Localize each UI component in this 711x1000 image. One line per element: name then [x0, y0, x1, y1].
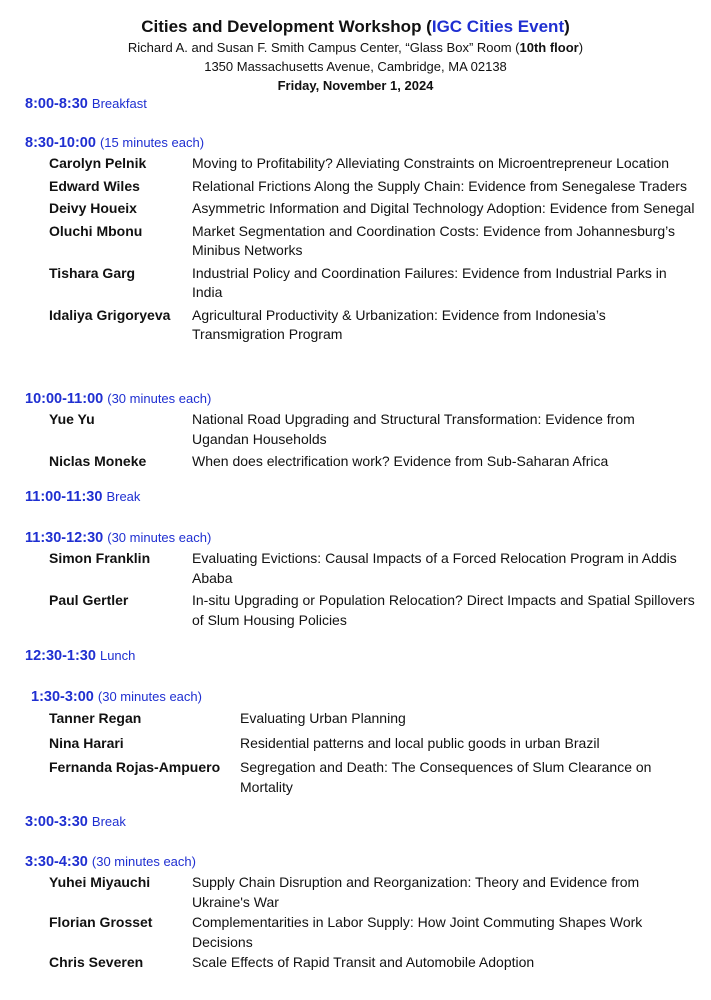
speaker-name: Yuhei Miyauchi: [49, 874, 151, 890]
speaker-name: Nina Harari: [49, 734, 124, 751]
session-note: Break: [106, 489, 141, 504]
session-header: [25, 93, 695, 115]
session-header: [25, 388, 695, 410]
session-time: 8:30-10:00: [25, 135, 96, 151]
title-main: Cities and Development Workshop (: [141, 17, 432, 36]
session-note: (15 minutes each): [99, 135, 205, 150]
paper-title: Market Segmentation and Coordination Costs: Evidence from Johannesburg’s Minibus Networks: [192, 222, 676, 258]
talk-row: [25, 873, 695, 912]
venue-line: [0, 38, 711, 57]
speaker-name: Chris Severen: [49, 954, 144, 970]
session-header: [25, 686, 695, 708]
talk-row: [25, 953, 695, 973]
talk-row: [25, 734, 695, 754]
talk-row: [25, 410, 695, 449]
speaker-name: Deivy Houeix: [49, 200, 137, 216]
session-time: 3:00-3:30: [25, 814, 88, 830]
session-header: [25, 851, 695, 873]
speaker-name: Idaliya Grigoryeva: [49, 306, 171, 323]
igc-cities-event-label: IGC Cities Event: [431, 17, 565, 36]
session-830-1000: [25, 132, 695, 345]
speaker-name: Niclas Moneke: [49, 453, 147, 469]
talk-row: [25, 306, 695, 345]
paper-title: Segregation and Death: The Consequences of Slum Clearance on Mortality: [240, 759, 652, 795]
title-close: ): [564, 17, 570, 36]
paper-title: Supply Chain Disruption and Reorganization: Theory and Evidence from Ukraine's War: [192, 874, 640, 910]
session-time: 11:30-12:30: [25, 530, 104, 546]
speaker-name: Simon Franklin: [49, 550, 151, 566]
talk-row: [25, 154, 695, 174]
paper-title: Asymmetric Information and Digital Technology Adoption: Evidence from Senegal: [192, 200, 695, 216]
session-break-1100: [25, 486, 695, 508]
paper-title: In-situ Upgrading or Population Relocation? Direct Impacts and Spatial Spillovers of Slum Housing Policies: [192, 592, 695, 628]
paper-title: Industrial Policy and Coordination Failures: Evidence from Industrial Parks in India: [192, 264, 667, 300]
venue-floor: 10th floor: [519, 40, 579, 55]
speaker-name: Fernanda Rojas-Ampuero: [49, 759, 221, 775]
event-date: Friday, November 1, 2024: [277, 78, 434, 93]
speaker-name: Tishara Garg: [49, 264, 136, 281]
session-header: [25, 486, 695, 508]
paper-title: When does electrification work? Evidence from Sub-Saharan Africa: [192, 453, 609, 469]
speaker-name: Carolyn Pelnik: [49, 155, 147, 171]
session-1130-1230: [25, 527, 695, 630]
document-header: [0, 16, 711, 95]
session-time: 10:00-11:00: [25, 391, 104, 407]
paper-title: Complementarities in Labor Supply: How Joint Commuting Shapes Work Decisions: [192, 914, 643, 950]
paper-title: Residential patterns and local public goods in urban Brazil: [240, 734, 600, 751]
address-line: 1350 Massachusetts Avenue, Cambridge, MA 02138: [204, 59, 507, 74]
session-time: 8:00-8:30: [25, 96, 88, 112]
paper-title: National Road Upgrading and Structural Transformation: Evidence from Ugandan Households: [192, 411, 635, 447]
session-header: [25, 645, 695, 667]
talk-row: [25, 549, 695, 588]
talk-row: [25, 709, 695, 729]
paper-title: Moving to Profitability? Alleviating Constraints on Microentrepreneur Location: [192, 155, 670, 171]
talk-row: [25, 758, 695, 797]
session-time: 3:30-4:30: [25, 854, 88, 870]
session-header: [25, 527, 695, 549]
speaker-name: Florian Grosset: [49, 914, 153, 930]
session-breakfast: [25, 93, 695, 115]
talk-row: [25, 913, 695, 952]
talk-row: [25, 452, 695, 472]
session-header: [25, 132, 695, 154]
session-time: 12:30-1:30: [25, 648, 96, 664]
speaker-name: Edward Wiles: [49, 177, 140, 194]
session-note: Break: [91, 814, 126, 829]
session-130-300: [25, 686, 695, 797]
paper-title: Relational Frictions Along the Supply Chain: Evidence from Senegalese Traders: [192, 177, 687, 194]
session-note: (30 minutes each): [91, 854, 196, 869]
paper-title: Evaluating Urban Planning: [240, 710, 406, 726]
talk-row: [25, 177, 695, 197]
session-note: Breakfast: [91, 96, 147, 111]
speaker-name: Oluchi Mbonu: [49, 222, 143, 239]
session-note: Lunch: [99, 648, 136, 663]
workshop-title: [0, 16, 711, 38]
session-1000-1100: [25, 388, 695, 472]
venue-close: ): [578, 40, 584, 55]
session-330-430: [25, 851, 695, 973]
talk-row: [25, 264, 695, 303]
session-note: (30 minutes each): [107, 391, 212, 406]
talk-row: [25, 222, 695, 261]
session-time: 1:30-3:00: [31, 689, 94, 705]
talk-row: [25, 591, 695, 630]
session-break-300: [25, 811, 695, 833]
session-note: (30 minutes each): [97, 689, 202, 704]
venue-main: Richard A. and Susan F. Smith Campus Center, “Glass Box” Room (: [127, 40, 520, 55]
speaker-name: Tanner Regan: [49, 710, 142, 726]
paper-title: Evaluating Evictions: Causal Impacts of a Forced Relocation Program in Addis Ababa: [192, 550, 677, 586]
session-header: [25, 811, 695, 833]
speaker-name: Paul Gertler: [49, 592, 129, 608]
paper-title: Scale Effects of Rapid Transit and Automobile Adoption: [192, 954, 535, 970]
speaker-name: Yue Yu: [49, 411, 95, 427]
session-time: 11:00-11:30: [25, 489, 103, 505]
session-lunch: [25, 645, 695, 667]
paper-title: Agricultural Productivity & Urbanization: Evidence from Indonesia’s Transmigration Program: [192, 306, 606, 342]
session-note: (30 minutes each): [107, 530, 212, 545]
talk-row: [25, 199, 695, 219]
